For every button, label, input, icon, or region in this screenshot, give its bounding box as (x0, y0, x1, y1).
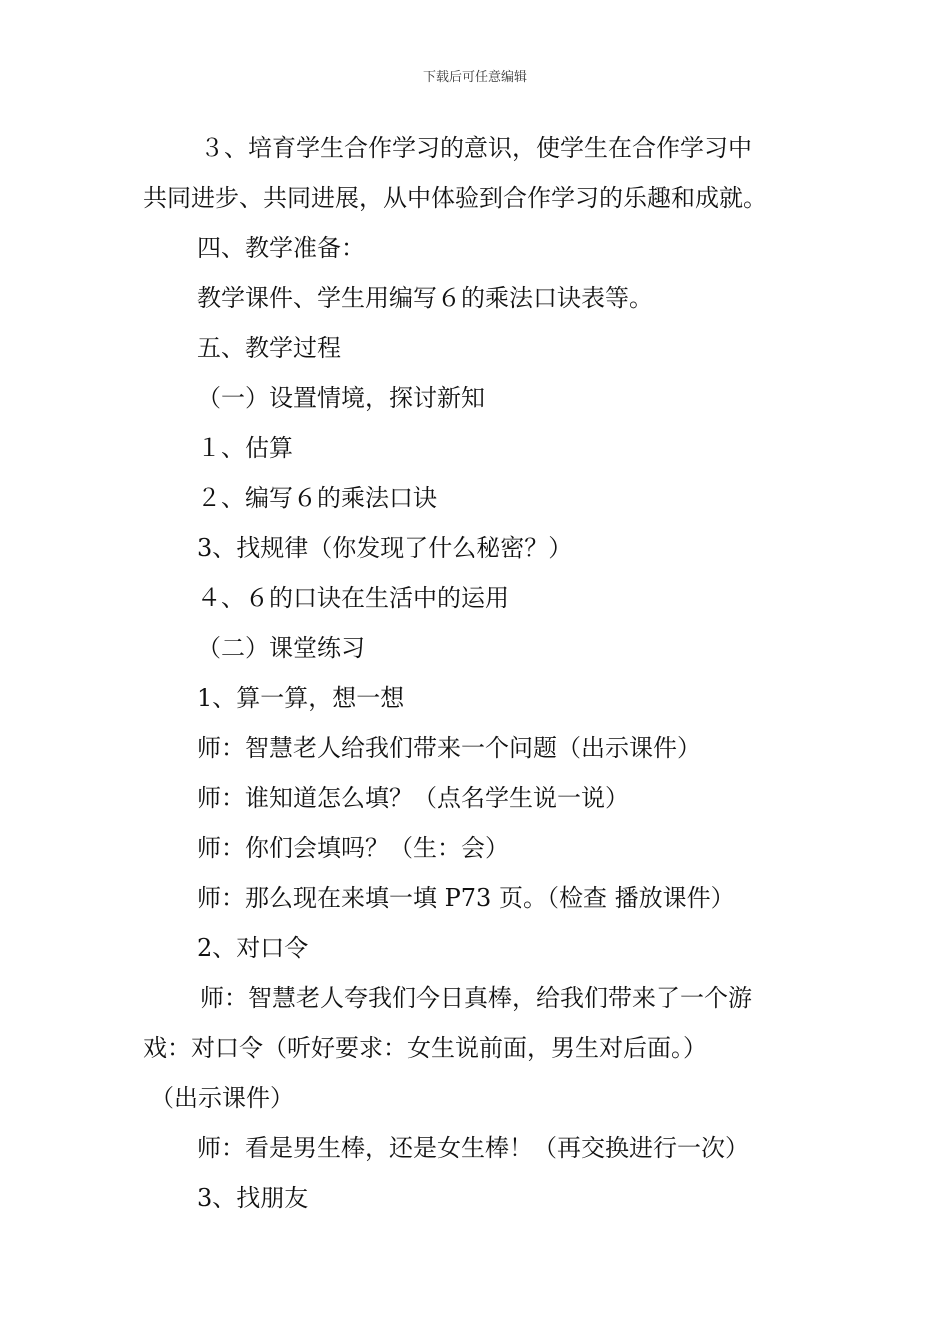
text-line: 师：那么现在来填一填 P73 页。（检查 播放课件） (197, 884, 735, 912)
text-line: 教学课件、学生用编写６的乘法口诀表等。 (197, 284, 653, 312)
subsection-heading: （一）设置情境，探讨新知 (197, 384, 485, 412)
list-item: ２、编写６的乘法口诀 (197, 484, 437, 512)
text-line: 师：你们会填吗？（生：会） (197, 834, 509, 862)
list-item: ４、６的口诀在生活中的运用 (197, 584, 509, 612)
text-line: 共同进步、共同进展，从中体验到合作学习的乐趣和成就。 (143, 184, 767, 212)
list-item: 1、算一算，想一想 (197, 684, 405, 712)
text-line: 师：谁知道怎么填？（点名学生说一说） (197, 784, 629, 812)
section-heading: 五、教学过程 (197, 334, 341, 362)
list-item: 3、找规律（你发现了什么秘密？） (197, 534, 573, 562)
text-line: ３、培育学生合作学习的意识，使学生在合作学习中 (200, 134, 752, 162)
text-line: 师：智慧老人给我们带来一个问题（出示课件） (197, 734, 701, 762)
page-header: 下载后可任意编辑 (422, 70, 527, 85)
list-item: 2、对口令 (197, 934, 309, 962)
list-item: 3、找朋友 (197, 1184, 309, 1212)
text-line: 戏：对口令（听好要求：女生说前面，男生对后面。） (143, 1034, 707, 1062)
text-line: 师：看是男生棒，还是女生棒！（再交换进行一次） (197, 1134, 749, 1162)
subsection-heading: （二）课堂练习 (197, 634, 365, 662)
text-line: 师：智慧老人夸我们今日真棒，给我们带来了一个游 (200, 984, 752, 1012)
list-item: １、估算 (197, 434, 293, 462)
section-heading: 四、教学准备： (197, 234, 365, 262)
text-line: （出示课件） (150, 1084, 294, 1112)
